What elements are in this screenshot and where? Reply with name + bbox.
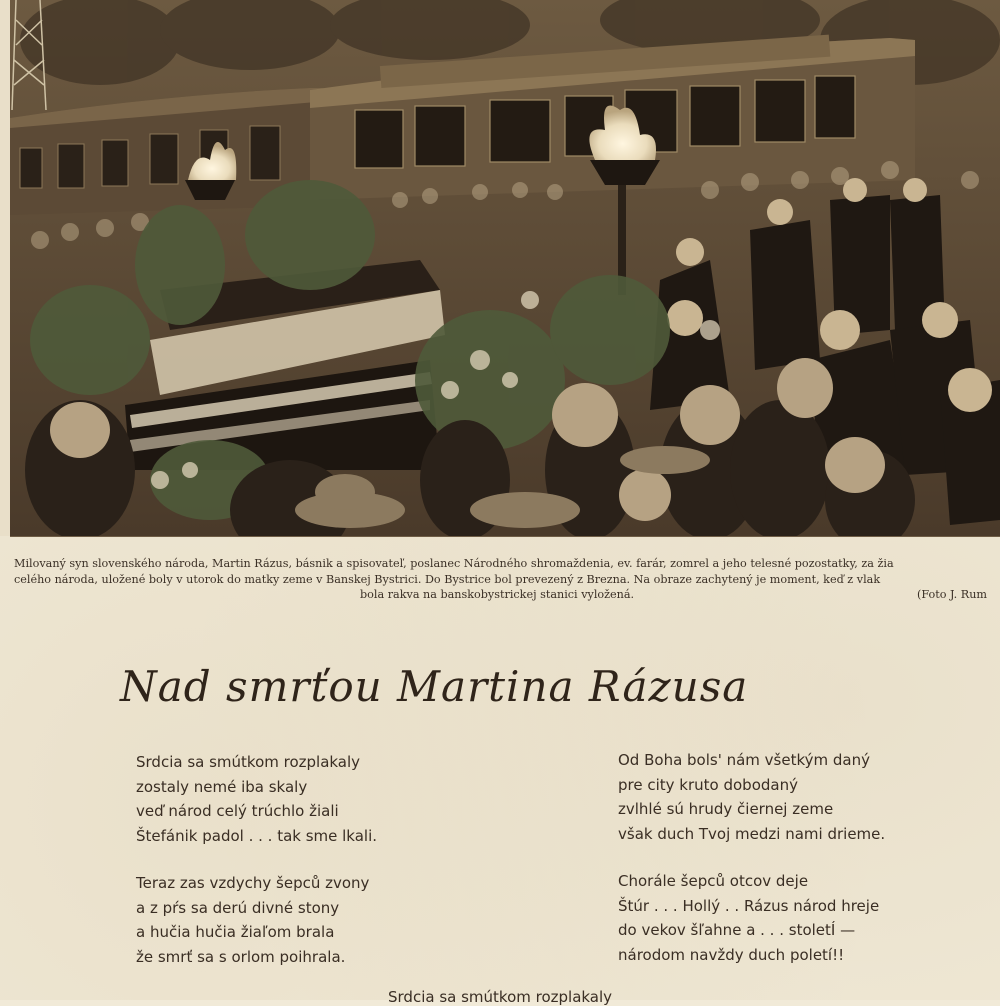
poem-title: Nad smrťou Martina Rázusa [120,662,749,711]
stanza-2 [136,871,369,969]
verse-line: Srdcia sa smútkom rozplakaly [136,753,361,771]
funeral-photo [10,0,1000,537]
photo-credit: (Foto J. Rum [917,588,988,601]
stanza-1 [136,750,377,848]
verse-line: zvlhlé sú hrudy čiernej zeme [618,800,834,818]
photo-caption [14,556,1000,603]
funeral-photo-illustration [10,0,1000,536]
caption-line-2: celého národa, uložené boly v utorok do matky zeme v Banskej Bystrici. Do Bystrice bol prevezený z Brezna. Na obraze zachytený je moment, keď z vlak [14,572,881,586]
caption-line-1: Milovaný syn slovenského národa, Martin Rázus, básnik a spisovateľ, poslanec Národného shromaždenia, ev. farár, zomrel a jeho telesné pozostatky, za žia [14,557,894,570]
caption-line-3-row [14,587,1000,603]
verse-line: však duch Tvoj medzi nami drieme. [618,824,886,843]
verse-line: a z pŕs sa derú divné stony [136,898,340,917]
verse-line: veď národ celý trúchlo žiali [136,802,339,820]
verse-line: že smrť sa s orlom poihrala. [136,947,346,966]
verse-line: a hučia hučia žiaľom brala [136,923,335,941]
verse-line: Teraz zas vzdychy šepců zvony [136,874,370,892]
verse-line: pre city kruto dobodaný [618,775,798,794]
verse-line: národom navždy duch poletí!! [618,945,845,964]
cut-off-line: Srdcia sa smútkom rozplakaly [388,988,613,1006]
verse-line: Chorále šepců otcov deje [618,872,809,890]
stanza-3 [618,748,885,846]
caption-line-3: bola rakva na banskobystrickej stanici vyložená. [360,588,635,601]
verse-line: do vekov šľahne a . . . stoletÍ — [618,921,856,939]
verse-line: Štefánik padol . . . tak sme lkali. [136,826,378,845]
verse-line: Od Boha bols' nám všetkým daný [618,751,870,769]
verse-line: Štúr . . . Hollý . . Rázus národ hreje [618,896,880,915]
photo-left-margin [0,0,10,536]
verse-line: zostaly nemé iba skaly [136,777,308,796]
stanza-4 [618,869,879,967]
